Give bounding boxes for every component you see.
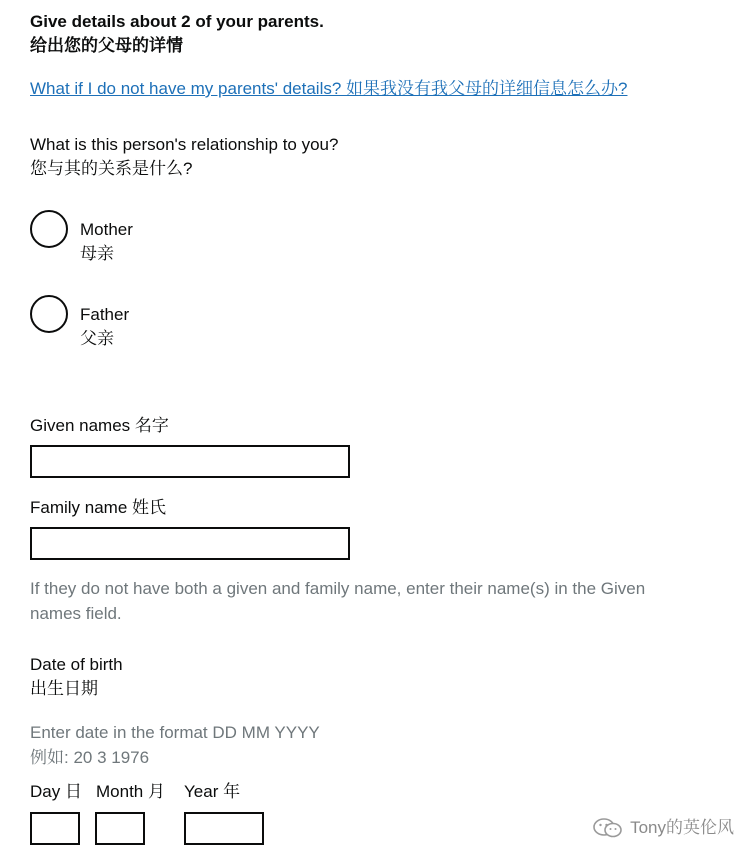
- relationship-question-en: What is this person's relationship to you?: [30, 135, 339, 154]
- radio-father-label[interactable]: [80, 303, 129, 351]
- dob-year-input[interactable]: [184, 812, 264, 845]
- dob-label-en: Date of birth: [30, 655, 123, 674]
- name-hint: If they do not have both a given and family name, enter their name(s) in the Given names field.: [30, 579, 646, 623]
- watermark-text: Tony的英伦风: [630, 818, 734, 837]
- dob-year-label: Year 年: [184, 782, 241, 801]
- radio-mother[interactable]: [30, 210, 230, 270]
- given-names-label: Given names 名字: [30, 416, 169, 435]
- wechat-icon: [592, 817, 624, 839]
- radio-father-circle[interactable]: [30, 295, 68, 333]
- page-heading: [30, 10, 324, 58]
- radio-mother-label-zh: 母亲: [80, 244, 114, 263]
- dob-hint-en: Enter date in the format DD MM YYYY: [30, 723, 320, 742]
- dob-label-zh: 出生日期: [30, 679, 98, 698]
- dob-hint: [30, 720, 320, 770]
- relationship-question-zh: 您与其的关系是什么?: [30, 159, 193, 178]
- watermark: [592, 815, 734, 841]
- radio-mother-circle[interactable]: [30, 210, 68, 248]
- family-name-input[interactable]: [30, 527, 350, 560]
- radio-mother-label-en: Mother: [80, 220, 133, 239]
- radio-mother-label[interactable]: [80, 218, 133, 266]
- page-heading-en: Give details about 2 of your parents.: [30, 12, 324, 31]
- radio-father-label-zh: 父亲: [80, 329, 114, 348]
- family-name-label: Family name 姓氏: [30, 498, 167, 517]
- dob-day-label: Day 日: [30, 782, 82, 801]
- page-heading-zh: 给出您的父母的详情: [30, 36, 183, 55]
- missing-details-link[interactable]: What if I do not have my parents' details? 如果我没有我父母的详细信息怎么办?: [30, 79, 628, 98]
- dob-hint-zh: 例如: 20 3 1976: [30, 748, 150, 767]
- radio-father[interactable]: [30, 295, 230, 355]
- radio-father-label-en: Father: [80, 305, 130, 324]
- relationship-question: [30, 133, 338, 181]
- dob-day-input[interactable]: [30, 812, 80, 845]
- dob-month-input[interactable]: [95, 812, 145, 845]
- dob-month-label: Month 月: [96, 782, 165, 801]
- given-names-input[interactable]: [30, 445, 350, 478]
- dob-label: [30, 653, 123, 701]
